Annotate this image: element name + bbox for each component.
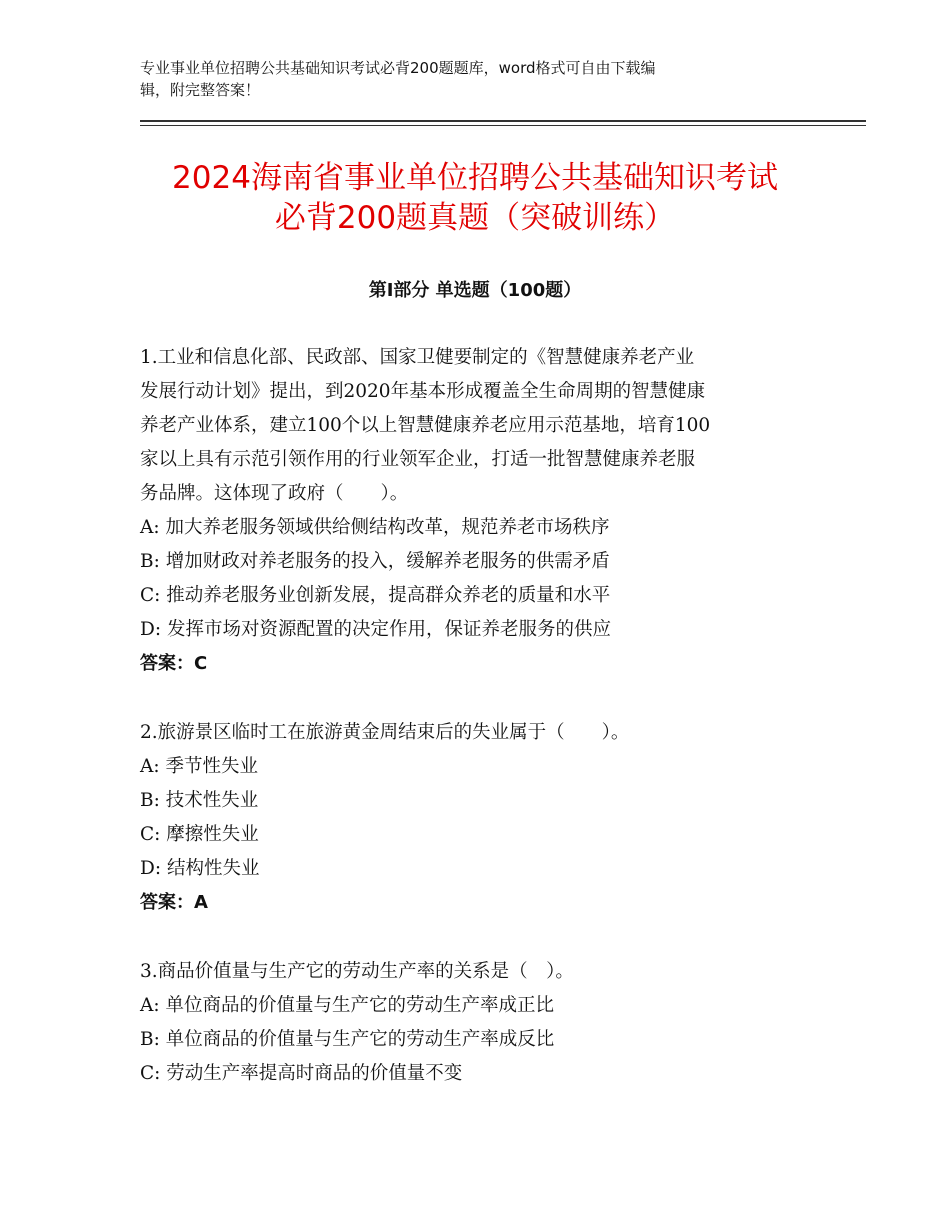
question-text: 养老产业体系，建立100个以上智慧健康养老应用示范基地，培育100 — [140, 415, 711, 436]
question-text: 家以上具有示范引领作用的行业领军企业，打适一批智慧健康养老服 — [140, 449, 696, 470]
document-title — [100, 158, 850, 238]
question-2 — [140, 716, 820, 920]
header-divider-thin — [140, 125, 866, 126]
question-text: 发展行动计划》提出，到2020年基本形成覆盖全生命周期的智慧健康 — [140, 381, 706, 402]
title-line1: 2024海南省事业单位招聘公共基础知识考试 — [172, 160, 778, 196]
header-note — [140, 57, 800, 101]
option-d: D: 发挥市场对资源配置的决定作用，保证养老服务的供应 — [140, 619, 611, 640]
option-c: C: 劳动生产率提高时商品的价值量不变 — [140, 1063, 463, 1084]
question-text: 3.商品价值量与生产它的劳动生产率的关系是（ ）。 — [140, 961, 574, 982]
header-note-line2: 辑，附完整答案！ — [140, 81, 261, 99]
section-heading: 第Ⅰ部分 单选题（100题） — [368, 280, 582, 301]
question-1 — [140, 341, 820, 681]
option-a: A: 加大养老服务领域供给侧结构改革，规范养老市场秩序 — [140, 517, 610, 538]
answer: 答案：A — [140, 892, 208, 913]
question-text: 务品牌。这体现了政府（ ）。 — [140, 483, 409, 504]
option-b: B: 增加财政对养老服务的投入，缓解养老服务的供需矛盾 — [140, 551, 610, 572]
question-3 — [140, 955, 820, 1091]
option-a: A: 季节性失业 — [140, 756, 258, 777]
question-text: 2.旅游景区临时工在旅游黄金周结束后的失业属于（ ）。 — [140, 722, 630, 743]
header-note-line1: 专业事业单位招聘公共基础知识考试必背200题题库，word格式可自由下载编 — [140, 59, 656, 77]
answer: 答案：C — [140, 653, 208, 674]
question-text: 1.工业和信息化部、民政部、国家卫健要制定的《智慧健康养老产业 — [140, 347, 695, 368]
option-d: D: 结构性失业 — [140, 858, 260, 879]
option-b: B: 单位商品的价值量与生产它的劳动生产率成反比 — [140, 1029, 555, 1050]
option-a: A: 单位商品的价值量与生产它的劳动生产率成正比 — [140, 995, 554, 1016]
option-c: C: 摩擦性失业 — [140, 824, 259, 845]
header-divider-thick — [140, 120, 866, 122]
title-line2: 必背200题真题（突破训练） — [274, 200, 676, 236]
option-c: C: 推动养老服务业创新发展，提高群众养老的质量和水平 — [140, 585, 611, 606]
option-b: B: 技术性失业 — [140, 790, 259, 811]
